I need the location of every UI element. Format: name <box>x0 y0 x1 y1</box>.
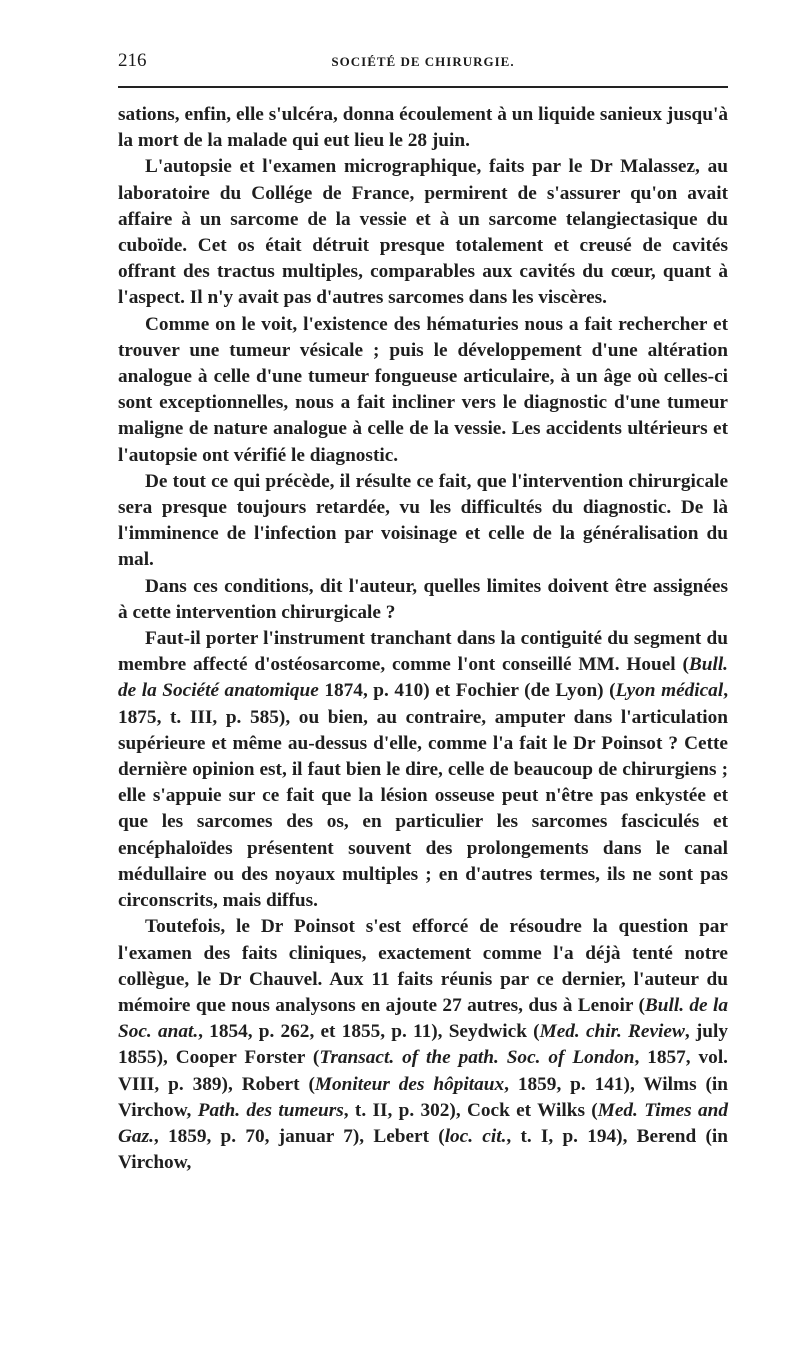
paragraph-7-text: , t. I, p. 194), Berend (in Virchow, <box>118 1125 728 1174</box>
citation-title: loc. cit. <box>444 1125 507 1147</box>
paragraph-7-text: , 1859, p. 141), Wilms (in Virchow, <box>118 1073 728 1121</box>
paragraph-5: Dans ces conditions, dit l'auteur, quelles limites doivent être assignées à cette intervention chirurgicale ? <box>118 575 728 623</box>
paragraph-7-text: , 1854, p. 262, et 1855, p. 11), Seydwick ( <box>198 1021 540 1043</box>
paragraph-7 <box>118 914 728 1176</box>
paragraph-3: Comme on le voit, l'existence des hématuries nous a fait rechercher et trouver une tumeur vésicale ; puis le développement d'une altération analogue à celle d'une tumeur fongueuse articulaire, à un âge où celles-ci sont exceptionnelles, nous a fait incliner vers le diagnostic d'une tumeur maligne de nature analogue à celle de la vessie. Les accidents ultérieurs et l'autopsie ont vérifié le diagnostic. <box>118 313 728 466</box>
citation-title: Lyon médical <box>615 680 724 702</box>
paragraph-7-text: , 1857, vol. VIII, p. 389), Robert ( <box>118 1047 728 1095</box>
citation-title: Moniteur des hôpitaux <box>314 1073 505 1095</box>
citation-title: Transact. of the path. Soc. of London <box>319 1047 635 1069</box>
running-title: SOCIÉTÉ DE CHIRURGIE. <box>331 54 515 69</box>
paragraph-4: De tout ce qui précède, il résulte ce fait, que l'intervention chirurgicale sera presque toujours retardée, vu les difficultés du diagnostic. De là l'imminence de l'infection par voisinage et celle de la généralisation du mal. <box>118 470 728 571</box>
page-number: 216 <box>118 50 147 71</box>
citation-title: Med. chir. Review <box>539 1021 685 1043</box>
paragraph-7-text: , t. II, p. 302), Cock et Wilks ( <box>343 1099 598 1121</box>
paragraph-6 <box>118 626 728 914</box>
header-rule <box>118 86 728 88</box>
citation-title: Path. des tumeurs <box>197 1099 344 1121</box>
body-text <box>118 102 728 1176</box>
paragraph-1: sations, enfin, elle s'ulcéra, donna écoulement à un liquide sanieux jusqu'à la mort de la malade qui eut lieu le 28 juin. <box>118 104 728 152</box>
paragraph-7-text: , 1859, p. 70, januar 7), Lebert ( <box>153 1125 445 1147</box>
citation-title: Bull. de la Société anatomique <box>118 654 728 702</box>
paragraph-2: L'autopsie et l'examen micrographique, faits par le Dr Malassez, au laboratoire du Collége de France, permirent de s'assurer qu'on avait affaire à un sarcome de la vessie et à un sarcome telangiectasique du cuboïde. Cet os était détruit presque totalement et creusé de cavités offrant des tractus multiples, comparables aux cavités du cœur, quant à l'aspect. Il n'y avait pas d'autres sarcomes dans les viscères. <box>118 156 728 309</box>
page-header <box>118 50 728 74</box>
paragraph-6-text: , 1875, t. III, p. 585), ou bien, au contraire, amputer dans l'articulation supérieure et même au-dessus d'elle, comme l'a fait le Dr Poinsot ? Cette dernière opinion est, il faut bien le dire, celle de beaucoup de chirurgiens ; elle s'appuie sur ce fait que la lésion osseuse peut n'être pas enkystée et que les sarcomes des os, en particulier les sarcomes fasciculés et encéphaloïdes présentent souvent des prolongements dans le canal médullaire ou des noyaux multiples ; en d'autres termes, ils ne sont pas circonscrits, mais diffus. <box>118 680 729 912</box>
paragraph-7-text: Toutefois, le Dr Poinsot s'est efforcé de résoudre la question par l'examen des faits cliniques, exactement comme l'a déjà tenté notre collègue, le Dr Chauvel. Aux 11 faits réunis par ce dernier, l'auteur du mémoire que nous analysons en ajoute 27 autres, dus à Lenoir ( <box>118 916 728 1016</box>
paragraph-6-text: 1874, p. 410) et Fochier (de Lyon) ( <box>318 680 616 702</box>
citation-title: Bull. de la Soc. anat. <box>118 994 728 1043</box>
citation-title: Med. Times and Gaz. <box>118 1099 728 1147</box>
paragraph-6-text: Faut-il porter l'instrument tranchant dans la contiguité du segment du membre affecté d'ostéosarcome, comme l'ont conseillé MM. Houel ( <box>118 628 728 676</box>
paragraph-7-text: , july 1855), Cooper Forster ( <box>118 1021 728 1069</box>
